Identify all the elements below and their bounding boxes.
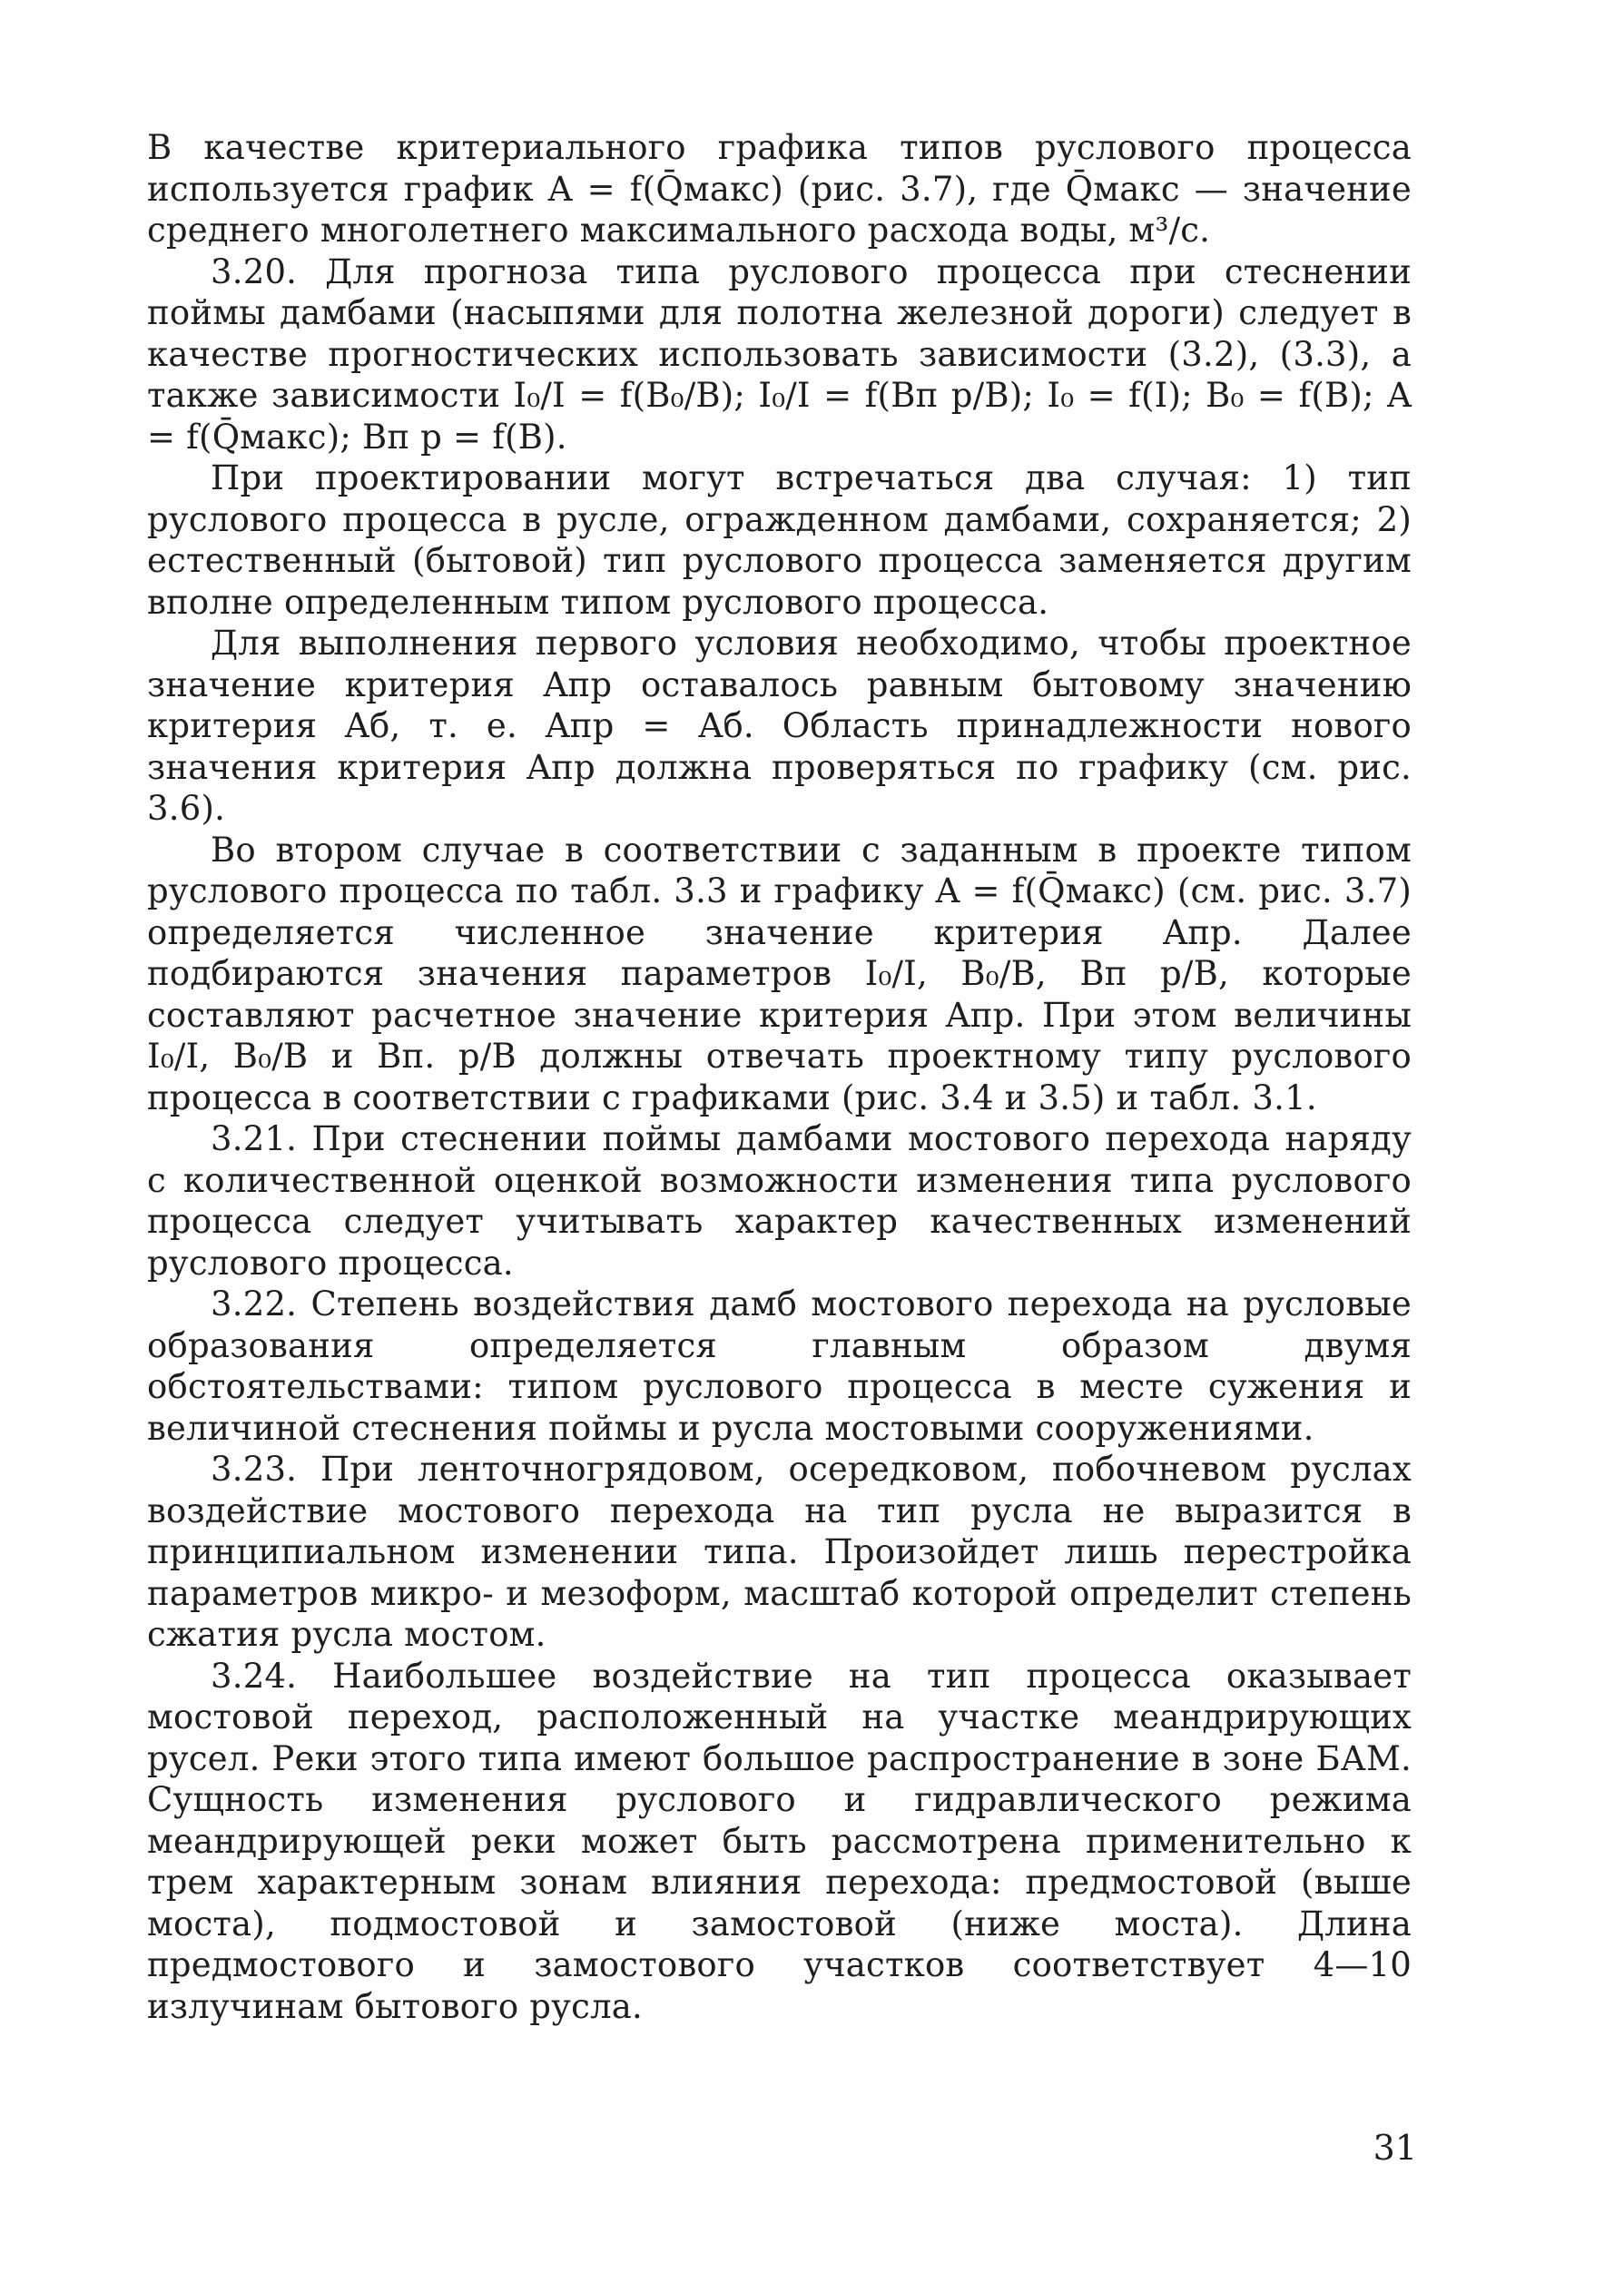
paragraph-3-21: 3.21. При стеснении поймы дамбами мостового перехода наряду с количественной оценкой возможности изменения типа руслового процесса следует учитывать характер качественных изменений руслового процесса. — [147, 1119, 1412, 1283]
paragraph-3-24: 3.24. Наибольшее воздействие на тип процесса оказывает мостовой переход, расположенный на участке меандрирующих русел. Реки этого типа имеют большое распространение в зоне БАМ. Сущность изменения руслового и гидравлического режима меандрирующей реки может быть рассмотрена применительно к трем характерным зонам влияния перехода: предмостовой (выше моста), подмостовой и замостовой (ниже моста). Длина предмостового и замостового участков соответствует 4—10 излучинам бытового русла. — [147, 1656, 1412, 2026]
paragraph-3-20: 3.20. Для прогноза типа руслового процесса при стеснении поймы дамбами (насыпями для полотна железной дороги) следует в качестве прогностических использовать зависимости (3.2), (3.3), а также зависимости I₀/I = f(B₀/B); I₀/I = f(Bп р/B); I₀ = f(I); B₀ = f(B); A = f(Q̄макс); Bп р = f(B). — [147, 251, 1412, 457]
paragraph-two-cases: При проектировании могут встречаться два случая: 1) тип руслового процесса в русле, огражденном дамбами, сохраняется; 2) естественный (бытовой) тип руслового процесса заменяется другим вполне определенным типом руслового процесса. — [147, 458, 1412, 622]
paragraph-criterion-graph: В качестве критериального графика типов руслового процесса используется график A = f(Q̄макс) (рис. 3.7), где Q̄макс — значение среднего многолетнего максимального расхода воды, м³/с. — [147, 128, 1412, 250]
paragraph-3-23: 3.23. При ленточногрядовом, осередковом, побочневом руслах воздействие мостового перехода на тип русла не выразится в принципиальном изменении типа. Произойдет лишь перестройка параметров микро- и мезоформ, масштаб которой определит степень сжатия русла мостом. — [147, 1450, 1412, 1654]
page-number: 31 — [1373, 2128, 1417, 2168]
body-text — [147, 127, 1412, 2027]
paragraph-second-case: Во втором случае в соответствии с заданным в проекте типом руслового процесса по табл. 3.3 и графику A = f(Q̄макс) (см. рис. 3.7) определяется численное значение критерия Aпр. Далее подбираются значения параметров I₀/I, B₀/B, Bп р/B, которые составляют расчетное значение критерия Aпр. При этом величины I₀/I, B₀/B и Bп. р/B должны отвечать проектному типу руслового процесса в соответствии с графиками (рис. 3.4 и 3.5) и табл. 3.1. — [147, 830, 1412, 1117]
paragraph-first-condition: Для выполнения первого условия необходимо, чтобы проектное значение критерия Aпр оставалось равным бытовому значению критерия Aб, т. е. Aпр = Aб. Область принадлежности нового значения критерия Aпр должна проверяться по графику (см. рис. 3.6). — [147, 624, 1412, 828]
paragraph-3-22: 3.22. Степень воздействия дамб мостового перехода на русловые образования определяется главным образом двумя обстоятельствами: типом руслового процесса в месте сужения и величиной стеснения поймы и русла мостовыми сооружениями. — [147, 1284, 1412, 1448]
